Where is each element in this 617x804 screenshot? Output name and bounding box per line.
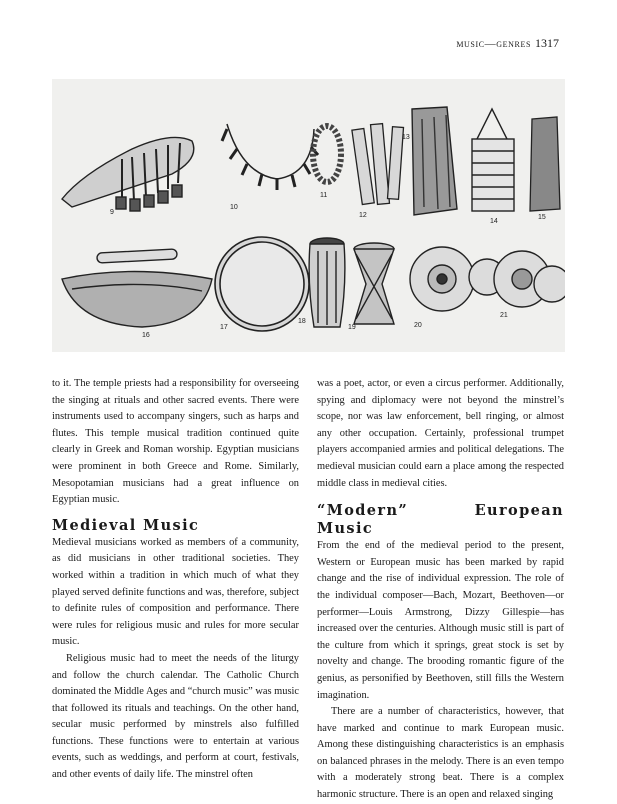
figure-label: 14 [490, 218, 498, 225]
running-head [456, 36, 559, 51]
wooden-block-drawing [412, 107, 457, 215]
plate-frame-drawing [472, 109, 514, 211]
bell-block-drawing [530, 117, 560, 211]
figure-label: 20 [414, 322, 422, 329]
paragraph: to it. The temple priests had a responsibility for overseeing the singing at rituals and other sacred events. There were instruments used to accompany singers, such as harps and flutes. This temple musical tradition continued quite clearly in Greek and Roman worship. Egyptian musicians were prominent in both Greece and Rome. Similarly, Mesopotamian musicians had a great influence on Egyptian music. [52, 378, 299, 506]
clapper-sticks-drawing [352, 124, 404, 205]
figure-label: 17 [220, 324, 228, 331]
figure-label: 10 [230, 204, 238, 211]
figure-label: 21 [500, 312, 508, 319]
paragraph: was a poet, actor, or even a circus performer. Additionally, spying and diplomacy were not beyond the minstrel’s scope, nor was law enforcement, bell ringing, or almost any other occupation. Certainly, professional trumpet players accompanied armies and political delegations. The medieval musician could earn a place among the respected middle class in medieval cities. [317, 378, 564, 489]
left-column [52, 376, 299, 784]
section-heading-medieval-music: Medieval Music [52, 516, 200, 534]
figure-label: 9 [110, 209, 114, 216]
figure-label: 19 [348, 324, 356, 331]
section-heading-modern-european-music: “Modern” European Music [317, 502, 564, 538]
figure-label: 15 [538, 214, 546, 221]
barrel-drum-drawing [309, 238, 345, 327]
running-head-section: music—genres [456, 38, 531, 50]
boat-drum-drawing [62, 249, 212, 327]
paragraph: Medieval musicians worked as members of a community, as did musicians in other traditional societies. They worked within a tradition in which much of what they played served definite functions and was, therefore, subject to definite rules of composition and performance. There were rules for religious music and rules for more secular music. [52, 536, 299, 648]
figure-label: 13 [402, 134, 410, 141]
paragraph: Religious music had to meet the needs of the liturgy and follow the church calendar. The Catholic Church dominated the Middle Ages and “church music” was music that followed its rituals and teachings. On the other hand, secular music performed by minstrels also fulfilled functions. These functions were to entertain at various events, such as weddings, and perform at court, festivals, and other events of daily life. The minstrel often [52, 652, 299, 781]
cymbals-drawing [494, 251, 565, 307]
paragraph: There are a number of characteristics, however, that have marked and continue to mark European music. Among these distinguishing characteristics is an emphasis on balanced phrases in the melody. There is an even tempo with a moderately strong beat. There is a complex harmonic structure. There is an open and relaxed singing [317, 706, 564, 801]
cymbal-pair-drawing [410, 247, 505, 311]
right-column [317, 376, 564, 804]
frame-drum-drawing [215, 237, 309, 331]
hourglass-drum-drawing [354, 243, 394, 324]
instruments-drawing [52, 79, 565, 352]
instruments-illustration [52, 79, 565, 352]
rattle-instrument-drawing [62, 137, 194, 211]
page-number: 1317 [535, 36, 559, 50]
figure-label: 16 [142, 332, 150, 339]
figure-label: 18 [298, 318, 306, 325]
figure-label: 11 [320, 192, 328, 199]
bell-strand-drawing [222, 124, 318, 190]
figure-label: 12 [359, 212, 367, 219]
paragraph: From the end of the medieval period to the present, Western or European music has been marked by rapid change and the rise of individual expression. The role of the individual composer—Bach, Mozart, Beethoven—or performer—Louis Armstrong, Dizzy Gillespie—has increased over the centuries. Although music still is part of the culture from which it springs, great stock is set by novelty and change. The brooding romantic figure of the genius, as personified by Beethoven, still fills the Western imagination. [317, 540, 564, 701]
